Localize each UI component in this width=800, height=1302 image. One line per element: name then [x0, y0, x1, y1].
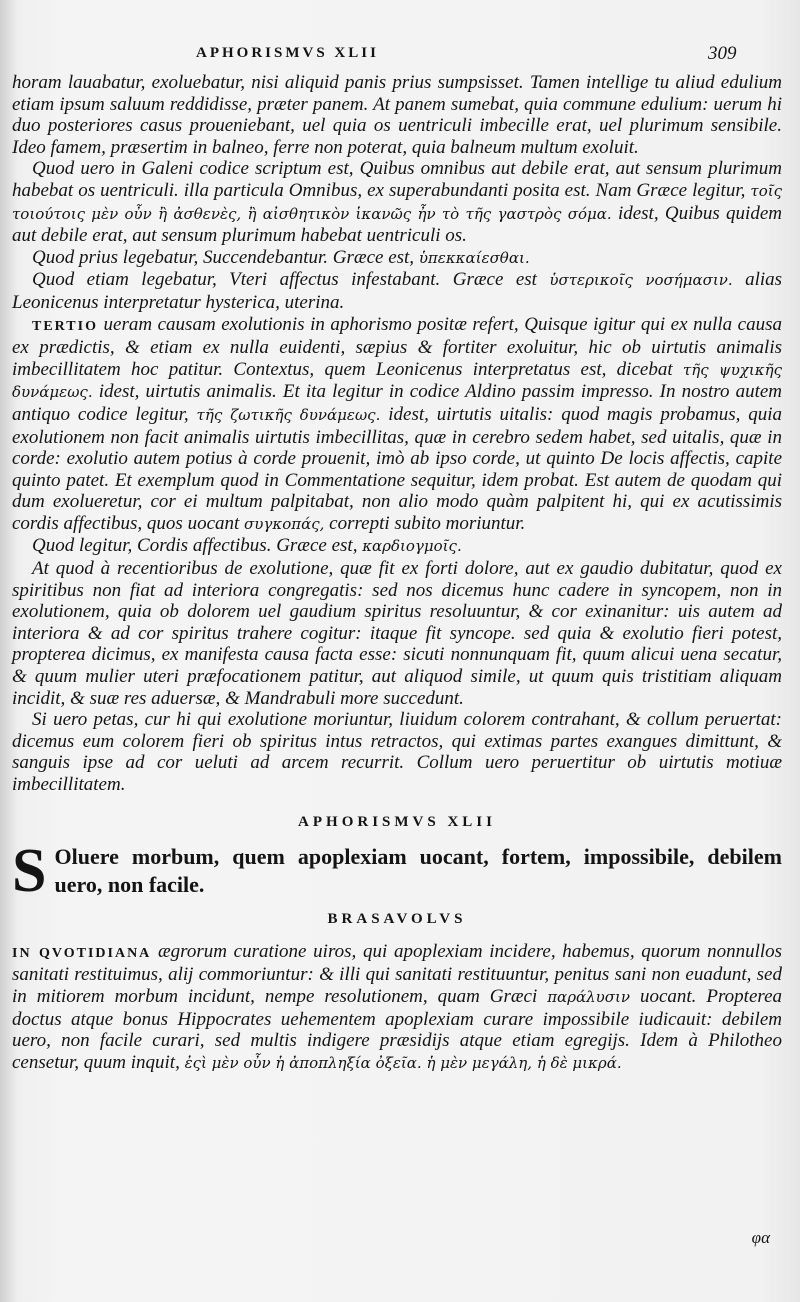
greek-quote: ἐςὶ μὲν οὖν ἡ ἀποπληξία ὀξεῖα. ἡ μὲν μεγάλη, ἡ δὲ μικρά.	[184, 1053, 622, 1072]
commentary-paragraph	[12, 941, 782, 1075]
greek-quote: καρδιογμοῖς.	[362, 537, 462, 556]
lead-word: TERTIO	[32, 318, 98, 334]
paragraph	[12, 535, 782, 558]
commentary-text: ægrorum curatione uiros, qui apoplexiam incidere, habemus, quorum nonnullos sanitati restituimus, alij commoriuntur: & illi qui sanitati restituuntur, penitus sani non euadunt, sed in mitiorem morbum incidunt, nempe resolutionem, quam Græci	[12, 940, 783, 1007]
drop-cap: S	[12, 837, 47, 906]
aphorism-body: Oluere morbum, quem apoplexiam uocant, fortem, impossibile, debilem uero, non facile.	[54, 844, 782, 898]
paragraph-text: Quod uero in Galeni codice scriptum est, Quibus omnibus aut debile erat, aut sensum plurimum habebat os uentriculi. illa particula Omnibus, ex superabundanti posita est. Nam Græce legitur,	[12, 158, 782, 201]
running-title: APHORISMVS XLII	[196, 45, 379, 61]
greek-quote: ὑστερικοῖς νοσήμασιν.	[549, 271, 733, 290]
greek-quote: τῆς ψυχικῆς δυνάμεως.	[12, 360, 783, 402]
greek-quote: παράλυσιν	[547, 987, 631, 1006]
paragraph	[12, 269, 782, 313]
paragraph-text: Quod etiam legebatur, Vteri affectus infestabant. Græce est	[32, 269, 537, 291]
paragraph-text: Quod prius legebatur, Succendebantur. Græce est,	[32, 246, 415, 268]
paragraph-text: ueram causam exolutionis in aphorismo positæ refert, Quisque igitur qui ex nulla causa ex prædictis, & etiam ex nulla euidenti, sæpius & fortiter exoluitur, hic ob uirtutis animalis imbecillitatem hoc patitur. Contextus, quem Leonicenus interpretatus est, dicebat	[12, 313, 783, 380]
paragraph-text: correpti subito moriuntur.	[329, 512, 526, 534]
greek-quote: τῆς ζωτικῆς δυνάμεως.	[196, 405, 381, 424]
paragraph-text: idest, uirtutis uitalis: quod magis probamus, quia exolutionem non facit animalis uirtutis imbecillitas, quæ in cerebro sedem habet, sed uitalis, quæ in corde: exolutio autem potius à corde prouenit, imò ab ipso corde, ut quinto De locis affectis, capite quinto patet. Et exemplum quod in Commentatione sequitur, idem probat. Est autem de quodam qui dum exolueretur, cor ei multum palpitabat, non alio modo quàm palpitent hi, qui ex acutissimis cordis affectibus, quos uocant	[12, 403, 783, 534]
author-heading: BRASAVOLVS	[327, 911, 467, 928]
greek-quote: τοῖς τοιούτοις μὲν οὖν ἢ ἀσθενὲς, ἢ αἰσθητικὸν ἱκανῶς ἦν τὸ τῆς γαστρὸς σόμα.	[12, 181, 783, 223]
greek-quote: ὑπεκκαίεσθαι.	[418, 248, 530, 267]
greek-quote: συγκοπάς,	[244, 514, 325, 533]
paragraph	[12, 314, 782, 536]
paragraph-text: idest, Quibus quidem aut debile erat, aut sensum plurimum habebat uentriculi os.	[12, 202, 782, 247]
page-header	[0, 45, 800, 71]
paragraph-text: Quod legitur, Cordis affectibus. Græce est,	[32, 535, 358, 557]
paragraph	[12, 158, 782, 246]
aphorism-heading: APHORISMVS XLII	[298, 813, 496, 830]
paragraph: horam lauabatur, exoluebatur, nisi aliquid panis prius sumpsisset. Tamen intellige tu aliud edulium etiam ipsum saluum reddidisse, præter panem. At panem sumebat, quia commune edulium: uerum hi duo posteriores casus proueniebant, uel quia os uentriculi imbecille erat, uel plurimum sensibile. Ideo famem, præsertim in balneo, ferre non poterat, quia balneum multum exoluit.	[12, 72, 782, 158]
catchword: φα	[751, 1228, 770, 1247]
paragraph: At quod à recentioribus de exolutione, quæ fit ex forti dolore, aut ex gaudio dubitatur, quod ex spiritibus non fiat ad interiora congregatis: sed nos dicemus hunc cadere in syncopem, non in exolutionem, quia ob dolorem uel gaudium spiritus resoluuntur, & cor exinanitur: uis autem ad interiora & ad cor spiritus trahere cogitur: itaque fit syncope. sed quia & exolutio fieri potest, propterea dicimus, ex manifesta causa facta esse: sicuti nonnunquam fit, quum alicui uena secatur, & quum mulier uteri præfocationem patitur, aut aliquod simile, ut quum quis tristitiam aliquam incidit, & suæ res aduersæ, & Mandrabuli more succedunt.	[12, 558, 782, 709]
commentary-lead: IN QVOTIDIANA	[12, 945, 152, 961]
body-text	[12, 72, 782, 1074]
paragraph: Si uero petas, cur hi qui exolutione moriuntur, liuidum colorem contrahant, & collum peruertat: dicemus eum colorem fieri ob spiritus intus retractos, qui extimas partes exangues dimittunt, & sanguis ipse ad cor ueluti ad arcem recurrit. Collum uero peruertitur ob uirtutis motiuæ imbecillitatem.	[12, 709, 782, 795]
paragraph	[12, 247, 782, 270]
commentary-text: uocant. Propterea doctus atque bonus Hippocrates uehementem apoplexiam curare impossibile iudicauit: debilem uero, non facile curari, sed multis indigere præsidijs atque etiam egregijs. Idem à Philotheo censetur, quum inquit,	[12, 985, 783, 1073]
aphorism-text	[12, 837, 782, 906]
page-number: 309	[708, 43, 737, 64]
paragraph-text: alias Leonicenus interpretatur hysterica, uterina.	[12, 269, 783, 313]
paragraph-text: idest, uirtutis animalis. Et ita legitur in codice Aldino passim impresso. In nostro autem antiquo codice legitur,	[12, 381, 783, 425]
